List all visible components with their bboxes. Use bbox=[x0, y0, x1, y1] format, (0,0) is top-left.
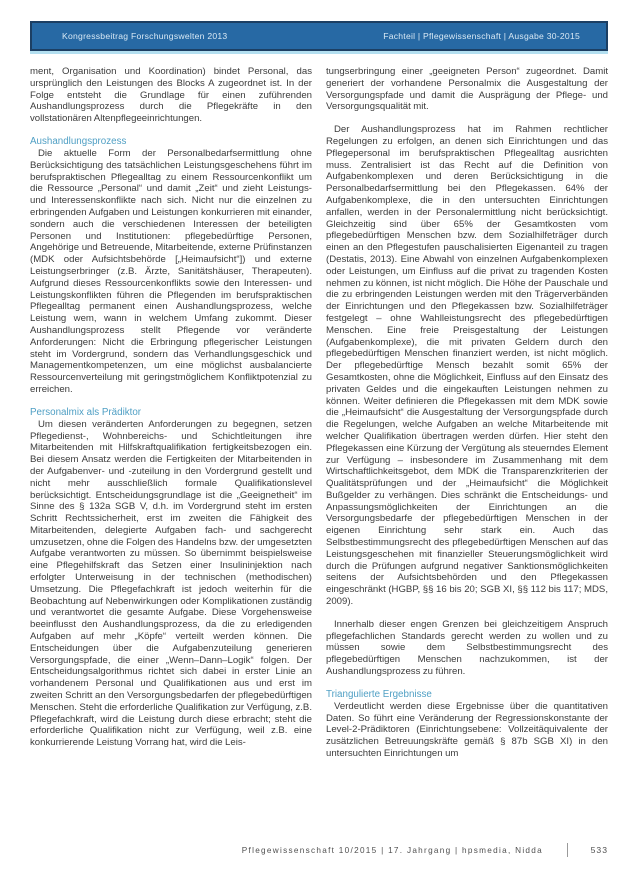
section-heading-aushandlungsprozess: Aushandlungsprozess bbox=[30, 135, 127, 147]
section-heading-triangulierte-ergebnisse: Triangulierte Ergebnisse bbox=[326, 688, 432, 700]
left-column bbox=[30, 66, 312, 771]
paragraph-continuation: tungserbringung einer „geeigneten Person“ zugeordnet. Damit generiert der vorhandene Personalmix die Ausgestaltung der Versorgungspfade und damit die Ausprägung der Pflege- und Versorgungsqualität mit. bbox=[326, 66, 608, 113]
paragraph: Innerhalb dieser engen Grenzen bei gleichzeitigem Anspruch pflegefachlichen Standards gerecht werden zu wollen und zu müssen sowie dem Selbstbestimmungsrecht des pflegebedürftigen Menschen nachzukommen, ist der Aushandlungsprozess zu führen. bbox=[326, 618, 608, 678]
section-heading-personalmix: Personalmix als Prädiktor bbox=[30, 406, 142, 418]
header-right-text: Fachteil | Pflegewissenschaft | Ausgabe 30-2015 bbox=[383, 31, 580, 41]
page-header-band bbox=[30, 21, 608, 51]
paragraph: Die aktuelle Form der Personalbedarfsermittlung ohne Berücksichtigung des tatsächlichen Leistungsgeschehens führt im berufspraktischen Pflegealltag zu einem Ressourcenkonflikt um die Ressource „Personal“ und damit „Zeit“ und zieht Leistungs- und Interessenskonflikte nach sich. Nicht nur die einzelnen zu erbringenden Aufgaben und Leistungen konkurrieren mit einander, sondern auch die verschiedenen Interessen der beteiligten Personen und Institutionen: pflegebedürftige Personen, Angehörige und Betreuende, Mitarbeitende, externe Prüfinstanzen (MDK oder Aufsichtsbehörde [„Heimaufsicht“]) und externe Leistungserbringer (z.B. Ärzte, Sanitätshäuser, Therapeuten). Aufgrund dieses Ressourcenkonflikts sowie den Interessen- und Leistungskonflikten führen die Pflegenden im berufspraktischen Pflegealltag permanent einen Aushandlungsprozess, welche Leistung wem, wann in welchem Umfang zukommt. Dieser Aushandlungsprozess stellt Pflegende vor veränderte Anforderungen: Nicht die Erbringung pflegerischer Leistungen steht im Vordergrund, sondern das Verhandlungsgeschick und Managementkompetenzen, um eine möglichst ausbalancierte Ressourcenverteilung mit geringstmöglichem Konfliktpotenzial zu erreichen. bbox=[30, 147, 312, 395]
page-number: 533 bbox=[590, 845, 608, 855]
paragraph-continuation: ment, Organisation und Koordination) bindet Personal, das ursprünglich den Leistungen des Blocks A zugeordnet ist. In der Folge entsteht die Grundlage für einen zuführenden Aushandlungsprozess durch die Pflegekräfte in den vollstationären Altenpflegeeinrichtungen. bbox=[30, 66, 312, 125]
footer-divider bbox=[567, 843, 568, 857]
footer-journal-line: Pflegewissenschaft 10/2015 | 17. Jahrgang | hpsmedia, Nidda bbox=[241, 845, 543, 855]
header-left-text: Kongressbeitrag Forschungswelten 2013 bbox=[62, 31, 228, 41]
page-footer bbox=[30, 843, 608, 857]
paragraph: Um diesen veränderten Anforderungen zu begegnen, setzen Pflegedienst-, Wohnbereichs- und Schichtleitungen ihre Mitarbeitenden mit Hilfskraftqualifikation fertigkeitsbezogen ein. Bei diesem Ansatz werden die Fertigkeiten der Mitarbeitenden in der Aufgabenver- und -zuteilung in den Vordergrund gestellt und nicht mehr ausschließlich formale Qualifikationslevel berücksichtigt. Entscheidungsgrundlage ist die „Geeignetheit“ im Sinne des § 132a SGB V, d.h. im Vordergrund steht im ersten Schritt Rechtssicherheit, erst im zweiten die Fähigkeit des Mitarbeitenden, delegierte Aufgaben fach- und sachgerecht umzusetzen, ohne die Folgen des Handelns bzw. der umgesetzten Aufgabe verantworten zu müssen. So übernimmt beispielsweise eine Pflegehilfskraft das Setzen einer Insulininjektion nach erfolgter Unterweisung in der technischen (methodischen) Umsetzung. Die Pflegefachkraft ist jedoch weiterhin für die Beobachtung auf Nebenwirkungen oder Komplikationen zuständig und verantwortet die gesamte Aufgabe. Diese Vorgehensweise beeinflusst den Aushandlungsprozess, da die zu erledigenden Aufgaben auf mehr „Köpfe“ verteilt werden können. Die Entscheidungen über die Aufgabenzuteilung generieren Versorgungspfade, die einer „Wenn–Dann–Logik“ folgen. Der Entscheidungsalgorithmus richtet sich dabei in erster Linie an vorhandenem Personal und Qualifikationen aus und erst im zweiten Schritt an den Versorgungsbedarfen der pflegebedürftigen Menschen. Steht die erforderliche Qualifikation zur Verfügung, z.B. Pflegefachkraft, wird die Leistung durch diese erbracht; steht die erforderliche Qualifikation nicht zur Verfügung, weil z.B. eine konkurrierende Leistung Vorrang hat, wird die Leis- bbox=[30, 418, 312, 749]
article-body bbox=[30, 66, 608, 771]
right-column bbox=[326, 66, 608, 771]
paragraph: Verdeutlicht werden diese Ergebnisse über die quantitativen Daten. So führt eine Veränderung der Regressionskonstante der Level-2-Prädiktoren (Einrichtungsebene: Vollzeitäquivalente der zusätzlichen Betreuungskräfte gemäß § 87b SGB XI) in den untersuchten Einrichtungen um bbox=[326, 700, 608, 760]
paragraph: Der Aushandlungsprozess hat im Rahmen rechtlicher Regelungen zu erfolgen, an denen sich Einrichtungen und das Pflegepersonal im berufspraktischen Pflegealltag ausrichten muss. Zentralisiert ist das Recht auf die Definition von Aufgabenkomplexen und deren Berücksichtigung in die Personalbedarfsermittlung bei den Pflegekassen. 64% der Aufgabenkomplexe, die in den untersuchten Einrichtungen anfallen, werden in der Personalermittlung nicht berücksichtigt. Gleichzeitig sind über 65% der Gesamtkosten vom pflegebedürftigen Menschen bzw. dem Sozialhilfeträger durch einen an den Pflegestufen pauschalisierten Eigenanteil zu tragen (Destatis, 2013). Eine Abwahl von einzelnen Aufgabenkomplexen oder Leistungen, um Einfluss auf die privat zu tragenden Kosten nehmen zu können, ist nicht möglich. Die Höhe der Pauschale und die zu erbringenden Leistungen werden mit den Trägerverbänden der Einrichtungen und den Pflegekassen bzw. Sozialhilfeträger festgelegt – ohne Wahlleistungsrecht des pflegebedürftigen Menschen. Eine freie Preisgestaltung der Leistungen (Aufgabenkomplexe), die mit privaten Geldern durch den pflegebedürftigen Menschen finanziert werden, ist nicht möglich. Der pflegebedürftige Mensch bezahlt somit 65% der Gesamtkosten, ohne die Möglichkeit, Einfluss auf den Einsatz des privaten Geldes und die eingekauften Leistungen nehmen zu können. Weiter definieren die Pflegekassen mit dem MDK sowie die „Heimaufsicht“ die Ausgestaltung der Versorgungspfade durch die Regelungen, welche Aufgaben an welche Mitarbeitende mit welcher Qualifikation übertragen werden dürfen. Hier steht den Pflegekassen eine Kürzung der Vergütung als steuerndes Element zur Verfügung – insbesondere im Zusammenhang mit dem Wirtschaftlichkeitsgebot, dem MDK die Transparenzkriterien der Qualitätsprüfungen und der „Heimaufsicht“ die Möglichkeit Bußgelder zu verhängen. Dies schränkt die Entscheidungs- und Anpassungsmöglichkeiten der Einrichtungen an die Versorgungsbedarfe der pflegebedürftigen Menschen in der eigenen Einrichtung sehr stark ein. Auch das Selbstbestimmungsrecht des pflegebedürftigen Menschen auf das Leistungsgeschehen mit finanzieller Steuerungsmöglichkeit wird durch die Prüfungen aufgrund negativer Sanktionsmöglichkeiten seitens der Aufsichtsbehörden und den Pflegekassen eingeschränkt (HGBP, §§ 16 bis 20; SGB XI, §§ 112 bis 117; MDS, 2009). bbox=[326, 124, 608, 608]
